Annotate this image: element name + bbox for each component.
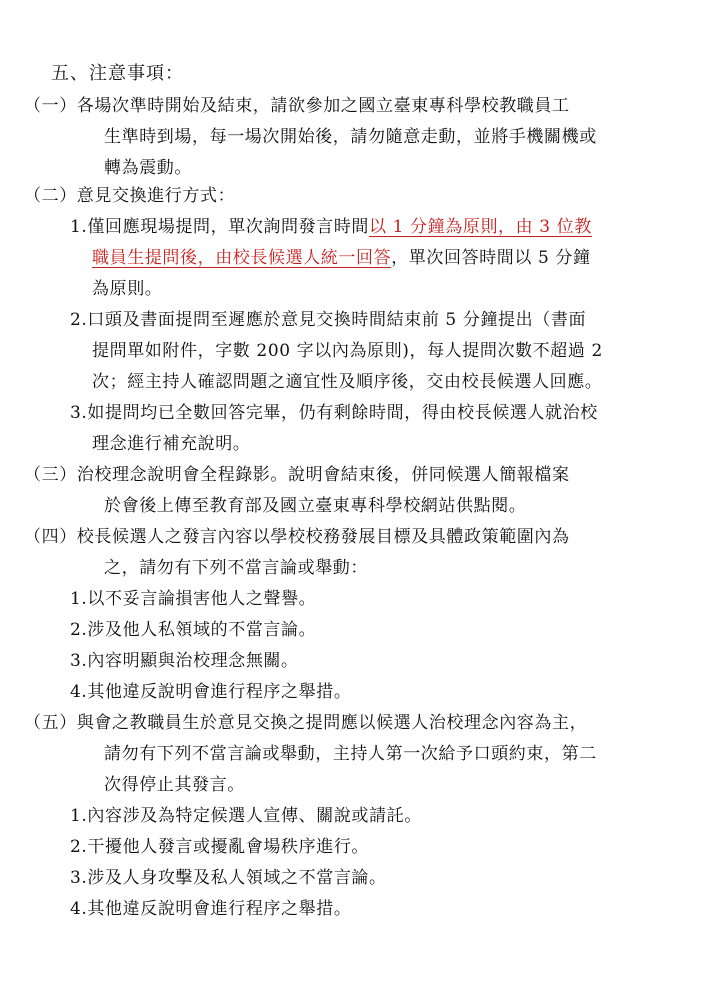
item-2-sub-2-line-3: 次；經主持人確認問題之適宜性及順序後，交由校長候選人回應。	[92, 372, 603, 392]
item-1-line-2: 生準時到場，每一場次開始後，請勿隨意走動，並將手機關機或	[104, 127, 597, 147]
item-4-line-2: 之，請勿有下列不當言論或舉動：	[104, 558, 368, 578]
item-2-sub-1-text-b: ，單次回答時間以 5 分鐘	[391, 248, 591, 268]
item-4-sub-2: 2.涉及他人私領域的不當言論。	[70, 620, 317, 640]
item-4-line-1: （四）校長候選人之發言內容以學校校務發展目標及具體政策範圍內為	[24, 527, 570, 547]
item-1-line-1: （一）各場次準時開始及結束，請欲參加之國立臺東專科學校教職員工	[24, 96, 570, 116]
item-2-sub-1-highlight-a: 以 1 分鐘為原則，由 3 位教	[369, 217, 592, 237]
item-3-line-1: （三）治校理念說明會全程錄影。說明會結束後，併同候選人簡報檔案	[24, 465, 570, 485]
item-5-sub-1: 1.內容涉及為特定候選人宣傳、關說或請託。	[70, 806, 422, 826]
item-2-sub-2-line-1: 2.口頭及書面提問至遲應於意見交換時間結束前 5 分鐘提出（書面	[70, 310, 587, 330]
item-2-sub-1-highlight-b: 職員生提問後，由校長候選人統一回答	[92, 248, 392, 268]
item-4-sub-4: 4.其他違反說明會進行程序之舉措。	[70, 682, 352, 702]
item-2-sub-1-line-2	[92, 247, 591, 269]
item-2-sub-3-line-1: 3.如提問均已全數回答完畢，仍有剩餘時間，得由校長候選人就治校	[70, 403, 598, 423]
item-5-sub-2: 2.干擾他人發言或擾亂會場秩序進行。	[70, 837, 370, 857]
item-5-line-2: 請勿有下列不當言論或舉動，主持人第一次給予口頭約束，第二	[104, 744, 597, 764]
item-2-sub-1-text-a: 1.僅回應現場提問，單次詢問發言時間	[70, 217, 370, 237]
item-2-sub-1-line-1	[70, 216, 592, 238]
item-2-heading: （二）意見交換進行方式：	[24, 186, 236, 206]
item-5-sub-4: 4.其他違反說明會進行程序之舉措。	[70, 899, 352, 919]
item-4-sub-3: 3.內容明顯與治校理念無關。	[70, 651, 299, 671]
section-title: 五、注意事項：	[51, 63, 184, 84]
item-5-sub-3: 3.涉及人身攻擊及私人領域之不當言論。	[70, 868, 387, 888]
item-4-sub-1: 1.以不妥言論損害他人之聲譽。	[70, 589, 317, 609]
item-5-line-3: 次得停止其發言。	[104, 775, 245, 795]
item-5-line-1: （五）與會之教職員生於意見交換之提問應以候選人治校理念內容為主，	[24, 713, 588, 733]
item-2-sub-2-line-2: 提問單如附件，字數 200 字以內為原則)，每人提問次數不超過 2	[92, 341, 603, 361]
item-2-sub-1-line-3: 為原則。	[92, 279, 163, 299]
item-2-sub-3-line-2: 理念進行補充說明。	[92, 434, 251, 454]
item-3-line-2: 於會後上傳至教育部及國立臺東專科學校網站供點閱。	[104, 496, 527, 516]
item-1-line-3: 轉為震動。	[104, 158, 192, 178]
